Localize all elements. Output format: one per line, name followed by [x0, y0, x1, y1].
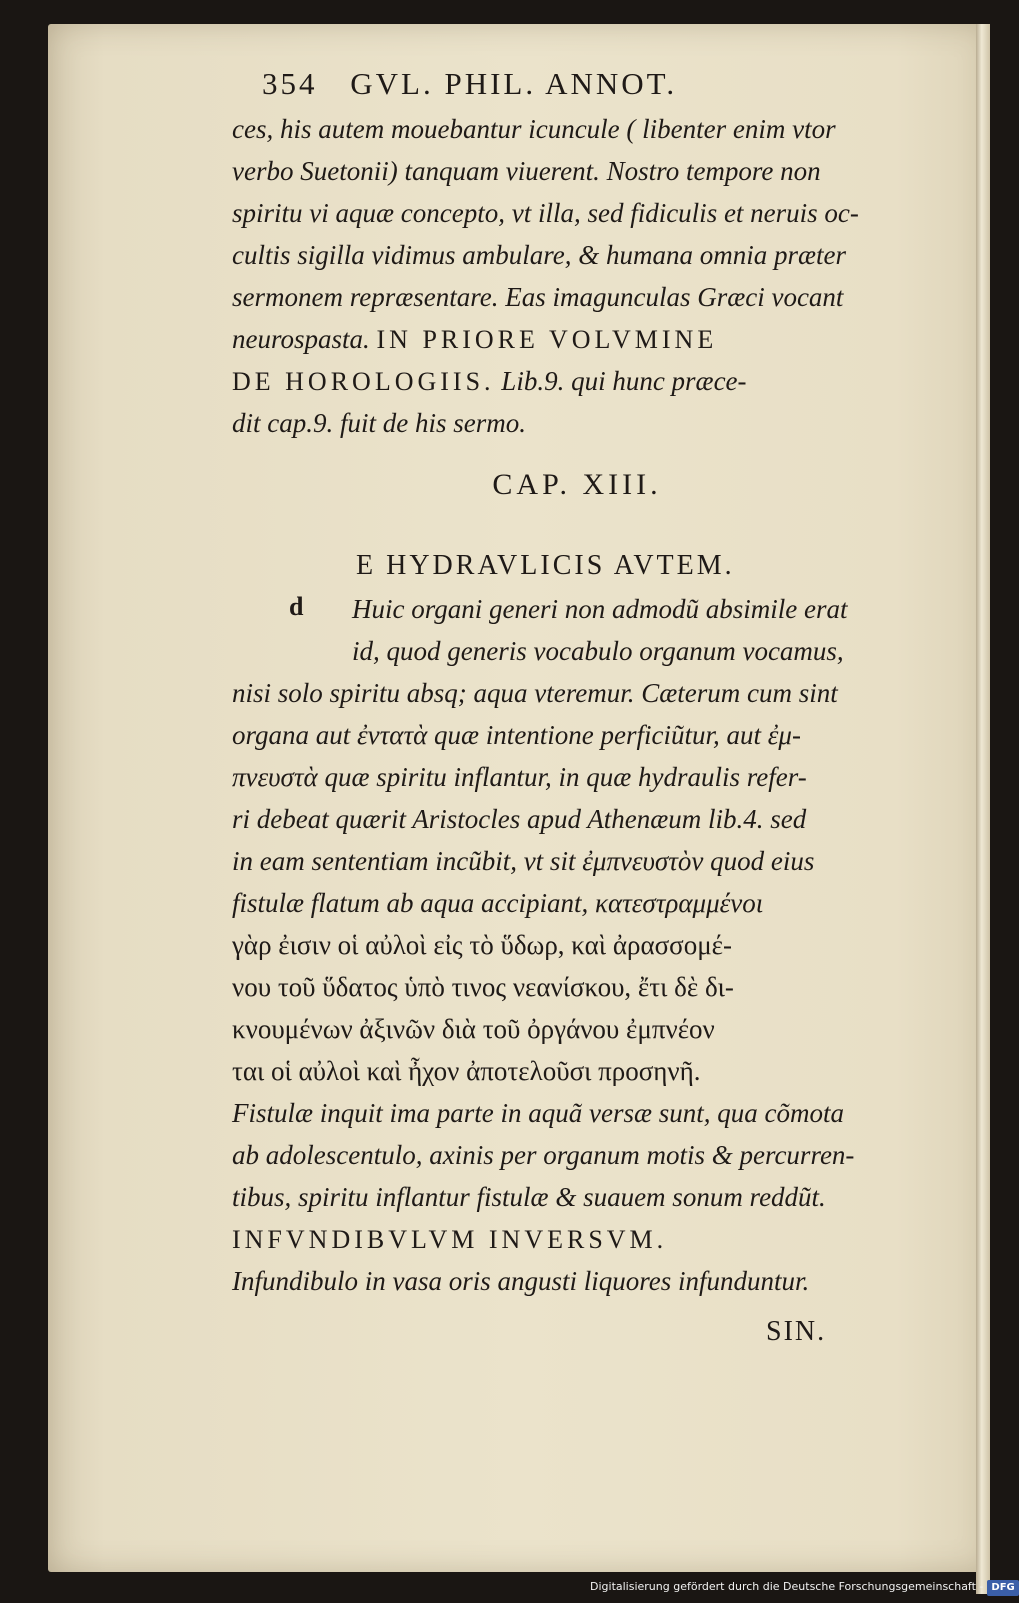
text-line: spiritu vi aquæ concepto, vt illa, sed fidiculis et neruis oc-	[232, 198, 859, 228]
text-line: dit cap.9. fuit de his sermo.	[232, 408, 526, 438]
page-edge	[976, 24, 990, 1594]
greek-line: γὰρ ἐισιν οἱ αὐλοὶ εἰς τὸ ὕδωρ, καὶ ἀρασσομέ-	[232, 930, 733, 960]
text-line: id, quod generis vocabulo organum vocamus,	[352, 636, 844, 666]
text-line: fistulæ flatum ab aqua accipiant, κατεστραμμένοι	[232, 888, 764, 918]
text-block-1	[232, 108, 922, 444]
margin-note-marker: d	[289, 592, 304, 621]
section-heading: E HYDRAVLICIS AVTEM.	[356, 550, 735, 581]
caps-lemma: DE HOROLOGIIS.	[232, 367, 495, 396]
text-line: ces, his autem mouebantur icuncule ( libenter enim vtor	[232, 114, 836, 144]
running-title: GVL. PHIL. ANNOT.	[350, 66, 678, 101]
catchword: SIN.	[766, 1316, 827, 1347]
text-fragment: Lib.9. qui hunc præce-	[501, 366, 747, 396]
caps-lemma: IN PRIORE VOLVMINE	[376, 325, 718, 354]
digitization-credit	[590, 1579, 1015, 1603]
chapter-title: CAP. XIII.	[492, 468, 662, 501]
text-line: verbo Suetonii) tanquam viuerent. Nostro tempore non	[232, 156, 821, 186]
running-header	[262, 66, 922, 106]
text-line: organa aut ἐντατὰ quæ intentione perficiũtur, aut ἐμ-	[232, 720, 801, 750]
text-line: Huic organi generi non admodũ absimile erat	[352, 594, 848, 624]
text-line: Fistulæ inquit ima parte in aquã versæ sunt, qua cõmota	[232, 1098, 844, 1128]
text-line: ab adolescentulo, axinis per organum motis & percurren-	[232, 1140, 855, 1170]
text-line: tibus, spiritu inflantur fistulæ & suauem sonum reddũt.	[232, 1182, 826, 1212]
page-number: 354	[262, 66, 318, 101]
greek-line: νου τοῦ ὕδατος ὑπὸ τινος νεανίσκου, ἔτι δὲ δι-	[232, 972, 734, 1002]
text-fragment: neurospasta.	[232, 324, 370, 354]
greek-line: ται οἱ αὐλοὶ καὶ ἦχον ἀποτελοῦσι προσηνῆ.	[232, 1056, 701, 1086]
credit-text: Digitalisierung gefördert durch die Deutsche Forschungsgemeinschaft -	[590, 1580, 984, 1593]
text-line: Infundibulo in vasa oris angusti liquores infunduntur.	[232, 1266, 810, 1296]
text-line	[232, 318, 922, 360]
text-line: ri debeat quærit Aristocles apud Athenæum lib.4. sed	[232, 804, 807, 834]
text-line: nisi solo spiritu absq; aqua vteremur. Cæterum cum sint	[232, 678, 838, 708]
subheading	[232, 1218, 922, 1260]
text-line: in eam sententiam incũbit, vt sit ἐμπνευστὸν quod eius	[232, 846, 815, 876]
text-line: πνευστὰ quæ spiritu inflantur, in quæ hydraulis refer-	[232, 762, 807, 792]
text-line: sermonem repræsentare. Eas imagunculas Græci vocant	[232, 282, 844, 312]
greek-line: κνουμένων ἀξινῶν διὰ τοῦ ὀργάνου ἐμπνέον	[232, 1014, 715, 1044]
text-line: cultis sigilla vidimus ambulare, & humana omnia præter	[232, 240, 846, 270]
dfg-logo: DFG	[987, 1580, 1018, 1596]
text-line	[232, 360, 922, 402]
caps-lemma: INFVNDIBVLVM INVERSVM.	[232, 1225, 668, 1254]
text-block-2	[232, 588, 922, 1302]
